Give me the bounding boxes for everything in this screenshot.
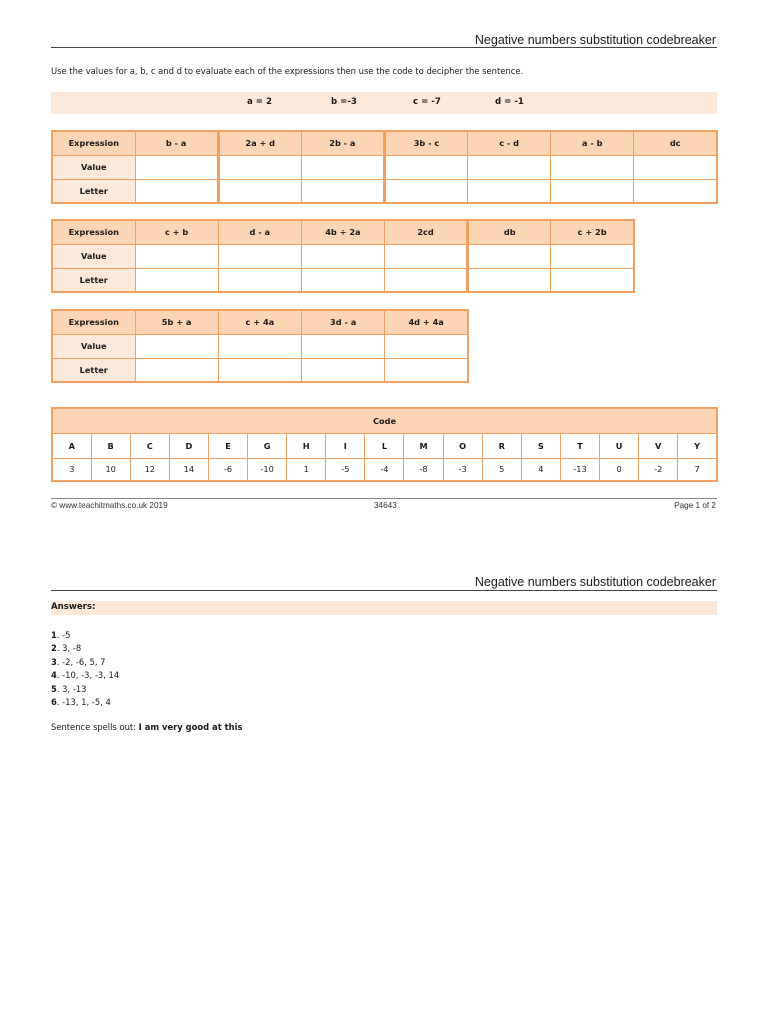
answers-heading-bar <box>51 601 717 615</box>
instructions: Use the values for a, b, c and d to evaluate each of the expressions then use the code to decipher the sentence. <box>51 66 524 76</box>
answer-text: . 3, -13 <box>56 683 87 694</box>
letter-answer-cell[interactable] <box>135 268 218 292</box>
page-title-2: Negative numbers substitution codebreaker <box>474 575 716 589</box>
expression-cell: 4b ÷ 2a <box>301 220 384 244</box>
footer-page-number: Page 1 of 2 <box>674 501 716 510</box>
code-table <box>51 407 718 482</box>
answer-line <box>51 683 119 696</box>
expression-cell: 2cd <box>384 220 467 244</box>
value-a: a = 2 <box>247 97 272 107</box>
code-letter: L <box>365 433 404 458</box>
value-answer-cell[interactable] <box>135 244 218 268</box>
letter-label: Letter <box>52 358 135 382</box>
footer-copyright: © www.teachitmaths.co.uk 2019 <box>51 501 168 510</box>
answer-line <box>51 642 119 655</box>
code-value: 10 <box>91 458 130 481</box>
value-label: Value <box>52 334 135 358</box>
code-value: -8 <box>404 458 443 481</box>
code-value: -6 <box>208 458 247 481</box>
letter-answer-cell[interactable] <box>551 179 634 203</box>
title-rule-2 <box>51 590 717 591</box>
code-letter: O <box>443 433 482 458</box>
expression-table-3 <box>51 309 469 383</box>
value-answer-cell[interactable] <box>468 155 551 179</box>
title-rule <box>51 47 717 48</box>
answer-number: 1 <box>51 630 57 640</box>
expression-cell: 3d - a <box>302 310 385 334</box>
code-letter: H <box>287 433 326 458</box>
code-letters-row <box>52 433 717 458</box>
code-value: -13 <box>560 458 599 481</box>
value-label: Value <box>52 155 135 179</box>
value-answer-cell[interactable] <box>384 155 467 179</box>
answer-number: 3 <box>51 656 57 667</box>
letter-answer-cell[interactable] <box>218 179 301 203</box>
value-label: Value <box>52 244 135 268</box>
footer-rule <box>51 498 717 499</box>
expression-cell: 4d + 4a <box>385 310 468 334</box>
letter-answer-cell[interactable] <box>634 179 717 203</box>
letter-label: Letter <box>52 268 135 292</box>
expression-cell: 2a + d <box>218 131 301 155</box>
sentence-answer-line <box>51 722 242 732</box>
answer-number: 2 <box>51 643 57 654</box>
code-letter: V <box>639 433 678 458</box>
answer-text: . 3, -8 <box>56 643 82 654</box>
answer-text: . -5 <box>56 630 71 640</box>
expression-cell: c + 2b <box>551 220 634 244</box>
value-answer-cell[interactable] <box>468 244 551 268</box>
value-b: b =-3 <box>331 97 357 107</box>
value-answer-cell[interactable] <box>302 334 385 358</box>
value-answer-cell[interactable] <box>634 155 717 179</box>
code-letter: R <box>482 433 521 458</box>
code-letter: U <box>600 433 639 458</box>
value-answer-cell[interactable] <box>218 155 301 179</box>
answer-text: . -2, -6, 5, 7 <box>56 656 106 667</box>
letter-answer-cell[interactable] <box>302 358 385 382</box>
letter-answer-cell[interactable] <box>301 179 384 203</box>
letter-answer-cell[interactable] <box>385 358 468 382</box>
answers-list <box>51 629 119 709</box>
code-value: 12 <box>130 458 169 481</box>
answer-text: . -13, 1, -5, 4 <box>56 697 111 708</box>
answer-number: 6 <box>51 697 57 708</box>
code-letter: A <box>52 433 91 458</box>
value-answer-cell[interactable] <box>301 155 384 179</box>
expression-label: Expression <box>52 220 135 244</box>
code-letter: M <box>404 433 443 458</box>
code-value: 0 <box>600 458 639 481</box>
page-title: Negative numbers substitution codebreaker <box>474 33 716 47</box>
value-answer-cell[interactable] <box>384 244 467 268</box>
code-values-row <box>52 458 717 481</box>
value-answer-cell[interactable] <box>218 244 301 268</box>
code-letter: D <box>169 433 208 458</box>
code-letter: G <box>248 433 287 458</box>
answer-line <box>51 629 119 642</box>
expression-label: Expression <box>52 131 135 155</box>
expression-table-2 <box>51 219 635 293</box>
sentence-answer: I am very good at this <box>138 722 243 732</box>
letter-answer-cell[interactable] <box>468 179 551 203</box>
letter-answer-cell[interactable] <box>135 358 218 382</box>
answer-line <box>51 669 119 682</box>
code-letter: I <box>326 433 365 458</box>
code-letter: C <box>130 433 169 458</box>
code-value: 5 <box>482 458 521 481</box>
expression-cell: c - d <box>468 131 551 155</box>
letter-label: Letter <box>52 179 135 203</box>
letter-answer-cell[interactable] <box>384 268 467 292</box>
code-value: 3 <box>52 458 91 481</box>
letter-answer-cell[interactable] <box>218 358 301 382</box>
code-value: -3 <box>443 458 482 481</box>
expression-cell: db <box>468 220 551 244</box>
letter-answer-cell[interactable] <box>135 179 218 203</box>
code-value: -10 <box>248 458 287 481</box>
expression-cell: a - b <box>551 131 634 155</box>
value-answer-cell[interactable] <box>551 244 634 268</box>
value-answer-cell[interactable] <box>551 155 634 179</box>
expression-cell: b - a <box>135 131 218 155</box>
value-answer-cell[interactable] <box>135 334 218 358</box>
answer-number: 5 <box>51 683 57 694</box>
footer-resource-id: 34643 <box>374 501 397 510</box>
answers-heading: Answers: <box>51 602 96 612</box>
expression-cell: 5b + a <box>135 310 218 334</box>
letter-answer-cell[interactable] <box>468 268 551 292</box>
expression-table-1 <box>51 130 718 204</box>
letter-answer-cell[interactable] <box>384 179 467 203</box>
letter-answer-cell[interactable] <box>218 268 301 292</box>
value-c: c = -7 <box>413 97 441 107</box>
value-d: d = -1 <box>495 97 524 107</box>
answer-text: . -10, -3, -3, 14 <box>56 670 120 681</box>
expression-label: Expression <box>52 310 135 334</box>
expression-cell: c + b <box>135 220 218 244</box>
code-value: 7 <box>678 458 717 481</box>
sentence-label: Sentence spells out: <box>51 722 139 732</box>
code-letter: S <box>521 433 560 458</box>
code-letter: T <box>560 433 599 458</box>
expression-cell: d - a <box>218 220 301 244</box>
code-value: 1 <box>287 458 326 481</box>
answer-line <box>51 656 119 669</box>
letter-answer-cell[interactable] <box>301 268 384 292</box>
expression-cell: c + 4a <box>218 310 301 334</box>
code-value: -4 <box>365 458 404 481</box>
expression-cell: dc <box>634 131 717 155</box>
value-answer-cell[interactable] <box>218 334 301 358</box>
code-value: 14 <box>169 458 208 481</box>
letter-answer-cell[interactable] <box>551 268 634 292</box>
answer-number: 4 <box>51 670 57 681</box>
expression-cell: 2b - a <box>301 131 384 155</box>
expression-cell: 3b - c <box>384 131 467 155</box>
answer-line <box>51 696 119 709</box>
value-answer-cell[interactable] <box>385 334 468 358</box>
code-letter: E <box>208 433 247 458</box>
code-value: -5 <box>326 458 365 481</box>
code-letter: B <box>91 433 130 458</box>
value-answer-cell[interactable] <box>135 155 218 179</box>
value-answer-cell[interactable] <box>301 244 384 268</box>
variable-values-bar <box>51 92 717 114</box>
code-value: -2 <box>639 458 678 481</box>
code-value: 4 <box>521 458 560 481</box>
code-title: Code <box>52 408 717 433</box>
code-letter: Y <box>678 433 717 458</box>
